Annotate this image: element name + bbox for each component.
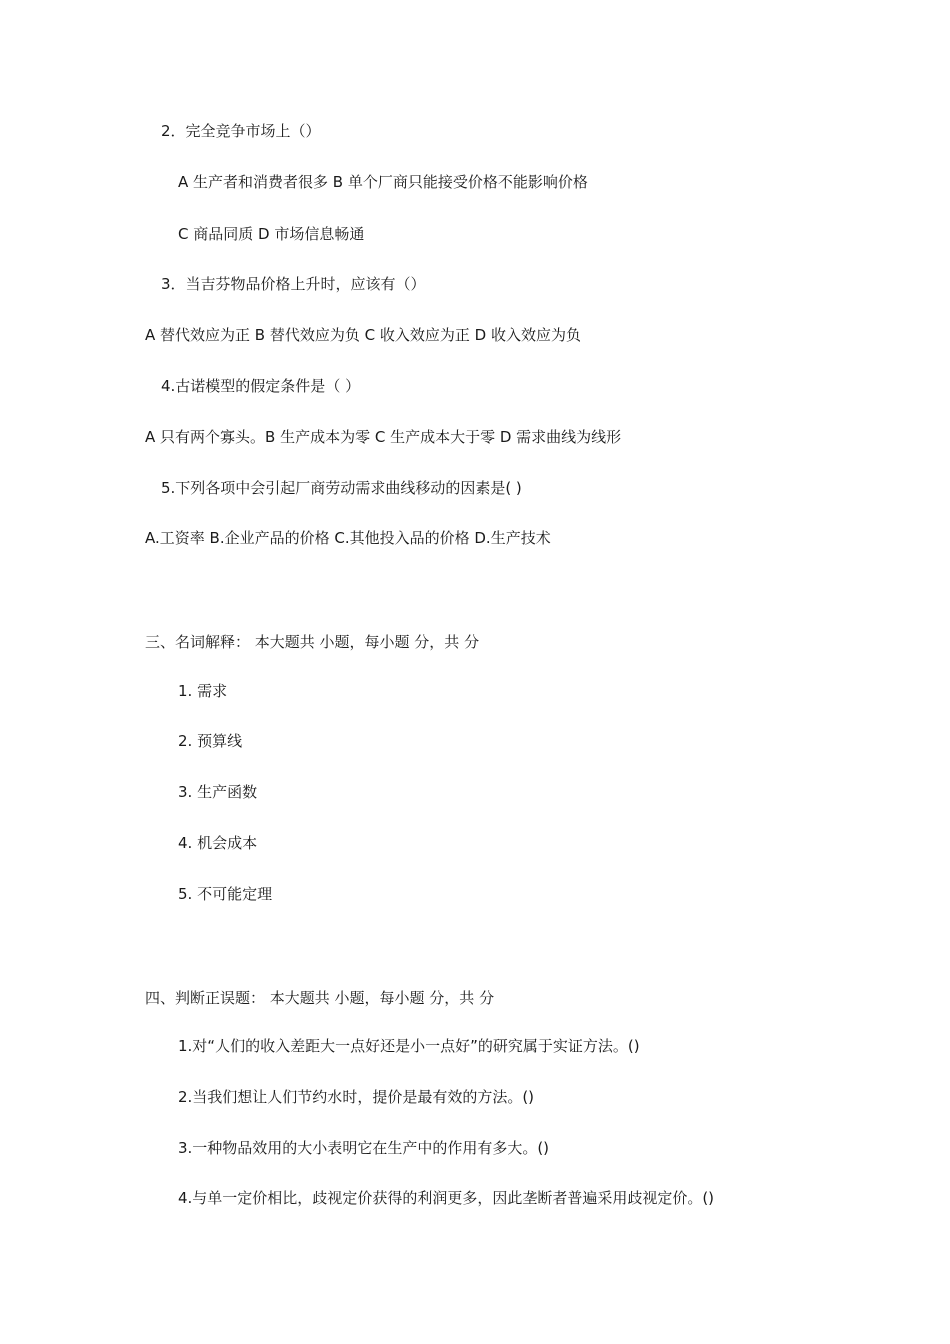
question-3-options: A 替代效应为正 B 替代效应为负 C 收入效应为正 D 收入效应为负 <box>145 326 581 344</box>
question-3: 3．当吉芬物品价格上升时，应该有（） <box>161 275 426 293</box>
question-4-options: A 只有两个寡头。B 生产成本为零 C 生产成本大于零 D 需求曲线为线形 <box>145 428 622 446</box>
question-4: 4.古诺模型的假定条件是（ ） <box>161 377 361 395</box>
section-judge-heading: 四、判断正误题： 本大题共 小题，每小题 分，共 分 <box>145 989 495 1007</box>
question-5: 5.下列各项中会引起厂商劳动需求曲线移动的因素是( ) <box>161 479 522 497</box>
term-item: 4. 机会成本 <box>178 834 258 852</box>
judge-item: 3.一种物品效用的大小表明它在生产中的作用有多大。() <box>178 1139 550 1157</box>
term-item: 5. 不可能定理 <box>178 885 273 903</box>
question-2: 2．完全竞争市场上（） <box>161 122 321 140</box>
term-item: 1. 需求 <box>178 682 228 700</box>
question-2-options-cd: C 商品同质 D 市场信息畅通 <box>178 225 365 243</box>
question-5-options: A.工资率 B.企业产品的价格 C.其他投入品的价格 D.生产技术 <box>145 529 551 547</box>
judge-item: 1.对“人们的收入差距大一点好还是小一点好”的研究属于实证方法。() <box>178 1037 640 1055</box>
question-2-options-ab: A 生产者和消费者很多 B 单个厂商只能接受价格不能影响价格 <box>178 173 588 191</box>
term-item: 3. 生产函数 <box>178 783 258 801</box>
judge-item: 2.当我们想让人们节约水时，提价是最有效的方法。() <box>178 1088 535 1106</box>
section-terms-heading: 三、名词解释： 本大题共 小题，每小题 分，共 分 <box>145 633 480 651</box>
term-item: 2. 预算线 <box>178 732 243 750</box>
judge-item: 4.与单一定价相比，歧视定价获得的利润更多，因此垄断者普遍采用歧视定价。() <box>178 1189 715 1207</box>
